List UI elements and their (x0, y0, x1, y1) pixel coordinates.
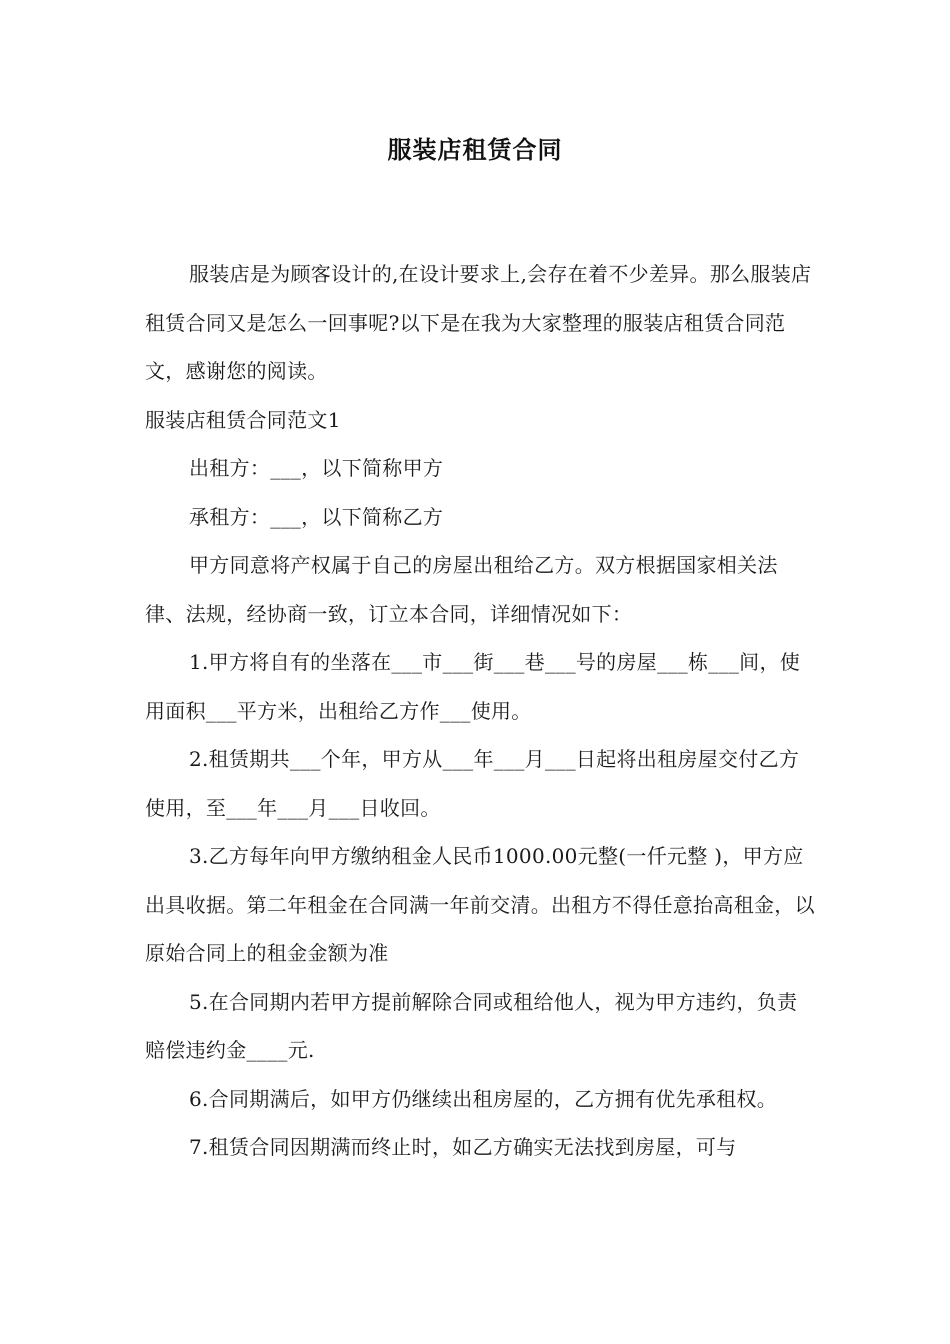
lessor-line: 出租方：___，以下简称甲方 (189, 456, 444, 480)
intro-paragraph: 服装店是为顾客设计的,在设计要求上,会存在着不少差异。那么服装店租赁合同又是怎么一回事呢?以下是在我为大家整理的服装店租赁合同范文，感谢您的阅读。 (145, 262, 812, 383)
clause-3: 3.乙方每年向甲方缴纳租金人民币1000.00元整(一仟元整 )，甲方应出具收据。第二年租金在合同满一年前交清。出租方不得任意抬高租金，以原始合同上的租金金额为准 (145, 844, 815, 965)
clause-6: 6.合同期满后，如甲方仍继续出租房屋的，乙方拥有优先承租权。 (189, 1086, 778, 1111)
clause-1: 1.甲方将自有的坐落在___市___街___巷___号的房屋___栋___间，使用面积___平方米，出租给乙方作___使用。 (145, 650, 801, 723)
document-title: 服装店租赁合同 (387, 136, 563, 164)
section-heading: 服装店租赁合同范文1 (145, 407, 341, 432)
clause-7: 7.租赁合同因期满而终止时，如乙方确实无法找到房屋，可与 (189, 1135, 737, 1159)
agreement-paragraph: 甲方同意将产权属于自己的房屋出租给乙方。双方根据国家相关法律、法规，经协商一致，订立本合同，详细情况如下： (145, 553, 778, 626)
document-body (145, 250, 815, 1172)
lessee-line: 承租方：___，以下简称乙方 (189, 504, 444, 529)
clause-2: 2.租赁期共___个年，甲方从___年___月___日起将出租房屋交付乙方使用，至___年___月___日收回。 (145, 747, 800, 820)
clause-5: 5.在合同期内若甲方提前解除合同或租给他人，视为甲方违约，负责赔偿违约金____元. (145, 989, 798, 1062)
